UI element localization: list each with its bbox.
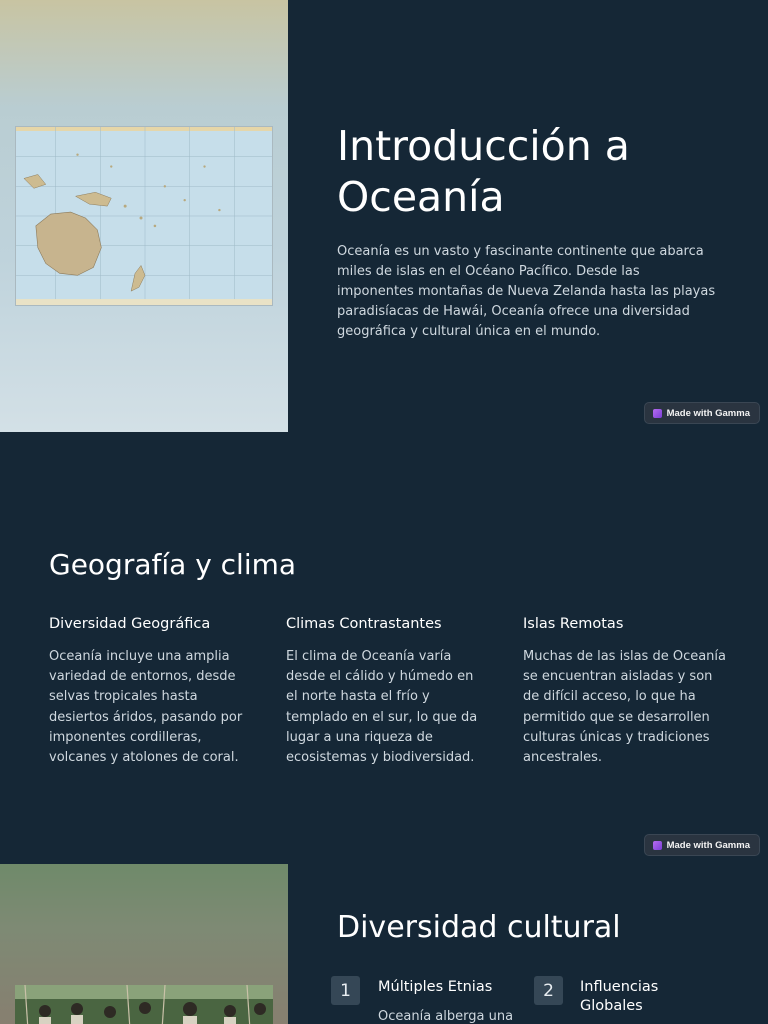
image-panel [0,0,288,432]
column-text: Oceanía incluye una amplia variedad de entornos, desde selvas tropicales hasta desiertos áridos, pasando por imponentes cordilleras, volcanes y atolones de coral. [49,649,243,766]
map-illustration [16,127,272,305]
item-number-badge: 2 [534,976,563,1005]
photo-illustration [15,985,273,1024]
section-title: Diversidad cultural [337,910,621,945]
made-with-gamma-badge[interactable] [644,834,760,856]
slide-introduccion [0,0,768,432]
column-heading: Climas Contrastantes [286,616,442,632]
column-islas-remotas [523,614,728,768]
column-text: Muchas de las islas de Oceanía se encuentran aisladas y son de difícil acceso, lo que ha permitido que se desarrollen culturas únicas y tradiciones ancestrales. [523,649,726,766]
column-text: El clima de Oceanía varía desde el cálido y húmedo en el norte hasta el frío y templado en el sur, lo que da lugar a una riqueza de ecosistemas y biodiversidad. [286,649,478,766]
item-title: Múltiples Etnias [378,979,493,995]
gamma-logo-icon [653,409,662,418]
intro-paragraph: Oceanía es un vasto y fascinante continente que abarca miles de islas en el Océano Pacífico. Desde las imponentes montañas de Nueva Zelanda hasta las playas paradisíacas de Hawái, Oceanía ofrece una diversidad geográfica y cultural única en el mundo. [337,244,716,339]
badge-label: Made with Gamma [666,839,750,851]
column-heading: Islas Remotas [523,616,624,632]
made-with-gamma-badge[interactable] [644,402,760,424]
item-text: Oceanía alberga una [378,1009,514,1024]
slide-geografia [0,432,768,864]
oceania-map-image [15,126,273,306]
column-heading: Diversidad Geográfica [49,616,211,632]
item-title: Influencias Globales [580,979,659,1014]
item-number-badge: 1 [331,976,360,1005]
gamma-logo-icon [653,841,662,850]
badge-label: Made with Gamma [666,407,750,419]
section-title: Geografía y clima [49,548,297,581]
slide-diversidad-cultural [0,864,768,1024]
column-climas-contrastantes [286,614,481,768]
cultural-photo-image [15,985,273,1024]
page-title: Introducción a Oceanía [337,122,630,221]
column-diversidad-geografica [49,614,244,768]
image-panel [0,864,288,1024]
